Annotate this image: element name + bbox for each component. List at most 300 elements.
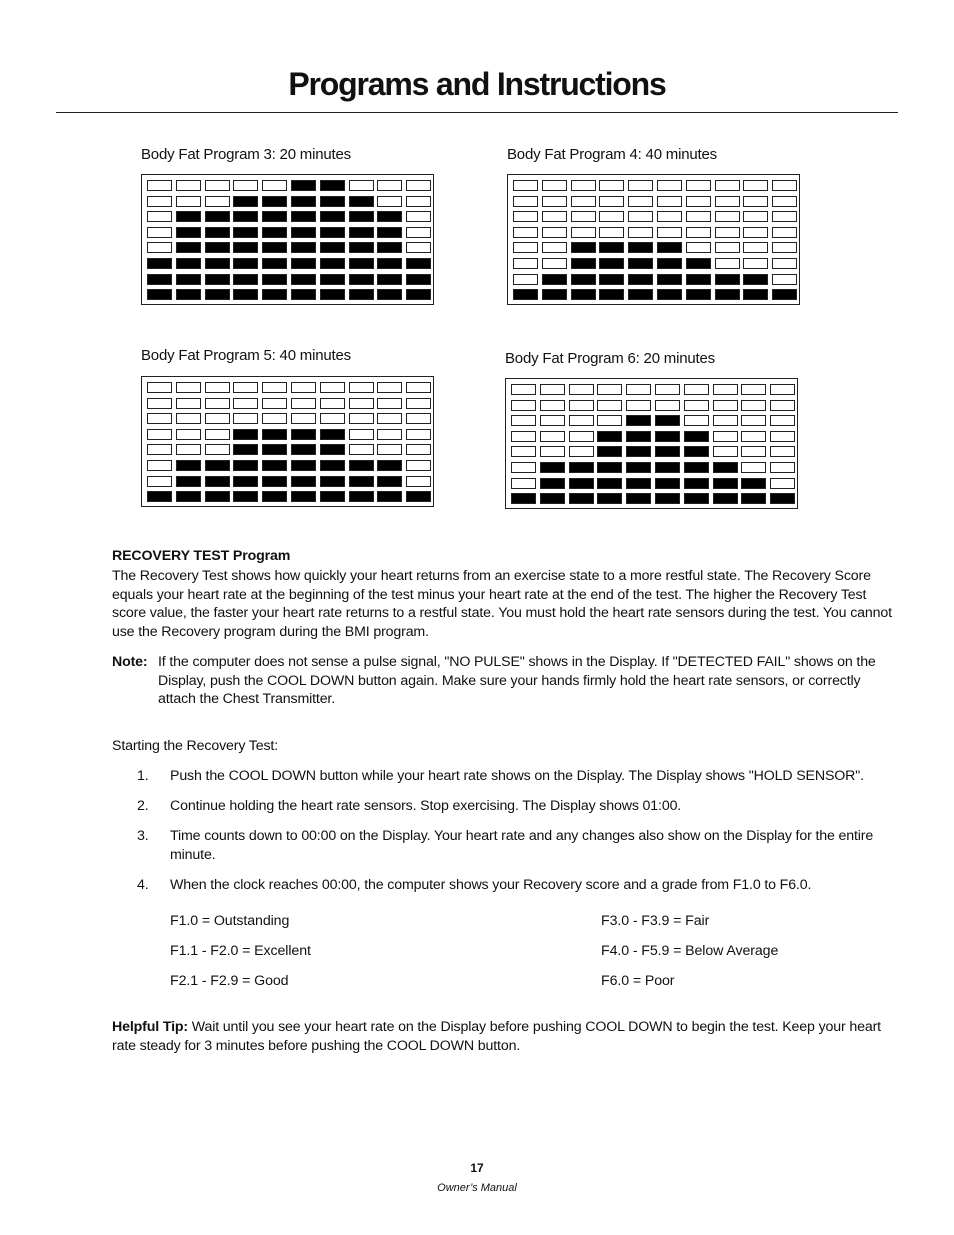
profile-cell-empty [513,258,538,269]
profile-cell-empty [686,227,711,238]
profile-cell-empty [628,196,653,207]
profile-cell-empty [262,413,287,424]
recovery-intro: The Recovery Test shows how quickly your heart returns from an exercise state to a more restful state. The Recovery Score equals your heart rate at the beginning of the test minus your heart rate at the end of the test. The higher the Recovery Test score value, the faster your heart rate returns to a restful state. You must hold the heart rate sensors during the test. You cannot use the Recovery program during the BMI program. [112,568,892,641]
profile-cell-empty [772,227,797,238]
grade-item: F2.1 - F2.9 = Good [170,973,289,989]
profile-cell-filled [377,274,402,285]
profile-cell-empty [686,196,711,207]
profile-cell-filled [262,460,287,471]
profile-cell-empty [377,398,402,409]
profile-cell-filled [599,242,624,253]
profile-cell-empty [233,382,258,393]
profile-cell-filled [262,227,287,238]
profile-cell-filled [349,242,374,253]
profile-cell-empty [686,242,711,253]
profile-cell-filled [684,493,709,504]
profile-cell-filled [233,429,258,440]
helpful-tip [112,1018,902,1055]
profile-cell-filled [320,227,345,238]
profile-cell-filled [655,493,680,504]
profile-cell-empty [205,382,230,393]
profile-cell-filled [176,476,201,487]
profile-cell-filled [684,446,709,457]
grade-item: F4.0 - F5.9 = Below Average [601,943,779,959]
profile-cell-filled [540,478,565,489]
profile-cell-empty [770,431,795,442]
profile-cell-filled [291,274,316,285]
profile-cell-empty [540,400,565,411]
profile-cell-filled [597,431,622,442]
profile-cell-empty [743,196,768,207]
profile-cell-empty [571,180,596,191]
title-divider [56,112,898,113]
profile-cell-filled [657,289,682,300]
profile-cell-empty [540,431,565,442]
profile-cell-filled [205,211,230,222]
profile-cell-empty [743,242,768,253]
profile-cell-filled [320,258,345,269]
page-number: 17 [470,1161,484,1175]
step-number: 4. [137,877,149,893]
profile-cell-empty [569,400,594,411]
profile-cell-filled [262,429,287,440]
profile-cell-filled [626,431,651,442]
grade-item: F6.0 = Poor [601,973,675,989]
profile-cell-filled [233,227,258,238]
profile-cell-filled [320,289,345,300]
profile-cell-empty [569,384,594,395]
profile-cell-filled [291,289,316,300]
profile-cell-filled [291,227,316,238]
step-4 [137,876,897,895]
profile-cell-empty [147,460,172,471]
profile-cell-empty [770,478,795,489]
profile-cell-filled [686,258,711,269]
profile-cell-empty [542,242,567,253]
profile-cell-filled [176,258,201,269]
profile-cell-filled [291,180,316,191]
profile-cell-empty [772,211,797,222]
program-4-label: Body Fat Program 4: 40 minutes [507,146,717,163]
profile-cell-empty [715,211,740,222]
profile-cell-empty [147,211,172,222]
tip-label: Helpful Tip: [112,1019,188,1035]
grade-item: F1.1 - F2.0 = Excellent [170,943,311,959]
profile-cell-empty [406,398,431,409]
profile-cell-filled [291,211,316,222]
profile-cell-filled [176,289,201,300]
profile-cell-filled [377,227,402,238]
profile-cell-filled [320,491,345,502]
profile-cell-filled [205,476,230,487]
profile-cell-filled [597,493,622,504]
profile-cell-filled [262,444,287,455]
profile-cell-empty [770,415,795,426]
profile-cell-filled [599,289,624,300]
profile-cell-filled [377,460,402,471]
profile-cell-empty [741,384,766,395]
profile-cell-empty [377,444,402,455]
profile-cell-empty [542,180,567,191]
profile-cell-filled [176,211,201,222]
profile-cell-filled [715,274,740,285]
profile-cell-filled [569,462,594,473]
profile-cell-empty [599,227,624,238]
profile-cell-filled [715,289,740,300]
profile-cell-filled [205,258,230,269]
note-block [112,653,902,709]
profile-cell-empty [684,415,709,426]
profile-cell-empty [715,227,740,238]
profile-cell-filled [684,431,709,442]
profile-cell-empty [770,384,795,395]
profile-cell-empty [147,476,172,487]
profile-cell-filled [741,493,766,504]
profile-cell-empty [626,384,651,395]
profile-cell-empty [571,196,596,207]
profile-cell-empty [743,211,768,222]
profile-cell-empty [713,400,738,411]
profile-cell-empty [176,398,201,409]
profile-cell-filled [233,242,258,253]
profile-cell-empty [176,382,201,393]
profile-cell-filled [262,491,287,502]
profile-cell-filled [628,289,653,300]
starting-label: Starting the Recovery Test: [112,738,279,754]
profile-cell-filled [320,460,345,471]
profile-cell-filled [406,491,431,502]
profile-cell-empty [320,398,345,409]
profile-cell-empty [571,211,596,222]
profile-cell-filled [686,274,711,285]
profile-cell-filled [176,274,201,285]
step-text: Push the COOL DOWN button while your heart rate shows on the Display. The Display shows "HOLD SENSOR". [170,768,864,784]
profile-cell-empty [540,446,565,457]
profile-cell-empty [205,413,230,424]
profile-cell-filled [713,478,738,489]
profile-cell-filled [542,289,567,300]
profile-cell-empty [772,258,797,269]
profile-cell-empty [599,180,624,191]
profile-cell-filled [147,491,172,502]
profile-cell-empty [772,274,797,285]
step-text: Continue holding the heart rate sensors. Stop exercising. The Display shows 01:00. [170,798,682,814]
profile-cell-empty [406,460,431,471]
profile-cell-filled [262,476,287,487]
program-6-label: Body Fat Program 6: 20 minutes [505,350,715,367]
profile-cell-filled [291,476,316,487]
profile-cell-filled [349,274,374,285]
profile-cell-empty [715,242,740,253]
profile-cell-empty [176,180,201,191]
recovery-heading: RECOVERY TEST Program [112,548,291,564]
profile-cell-empty [770,462,795,473]
profile-cell-empty [147,429,172,440]
program-6-profile-grid [505,378,798,509]
profile-cell-empty [205,429,230,440]
profile-cell-filled [377,491,402,502]
step-text: Time counts down to 00:00 on the Display. Your heart rate and any changes also show on the Display for the entire minute. [170,828,874,863]
profile-cell-empty [741,415,766,426]
profile-cell-filled [349,460,374,471]
profile-cell-filled [655,462,680,473]
profile-cell-empty [511,431,536,442]
profile-cell-empty [770,400,795,411]
profile-cell-empty [715,258,740,269]
profile-cell-empty [657,227,682,238]
profile-cell-filled [320,196,345,207]
profile-cell-empty [176,196,201,207]
profile-cell-filled [628,242,653,253]
profile-cell-filled [233,211,258,222]
profile-cell-filled [349,227,374,238]
profile-cell-filled [320,476,345,487]
profile-cell-empty [262,382,287,393]
profile-cell-filled [406,258,431,269]
profile-cell-empty [349,398,374,409]
profile-cell-empty [406,180,431,191]
profile-cell-filled [542,274,567,285]
profile-cell-filled [377,258,402,269]
profile-cell-empty [628,211,653,222]
profile-cell-filled [599,258,624,269]
step-3 [137,827,897,864]
profile-cell-filled [233,289,258,300]
profile-cell-empty [147,196,172,207]
profile-cell-empty [320,413,345,424]
profile-cell-filled [684,478,709,489]
profile-cell-filled [349,196,374,207]
profile-cell-filled [233,196,258,207]
profile-cell-empty [262,398,287,409]
profile-cell-empty [743,258,768,269]
profile-cell-filled [262,289,287,300]
profile-cell-filled [686,289,711,300]
program-3-profile-grid [141,174,434,305]
profile-cell-empty [406,211,431,222]
profile-cell-filled [628,258,653,269]
profile-cell-empty [176,444,201,455]
profile-cell-filled [657,274,682,285]
profile-cell-empty [147,398,172,409]
profile-cell-empty [743,180,768,191]
profile-cell-empty [511,415,536,426]
profile-cell-filled [626,493,651,504]
profile-cell-filled [176,242,201,253]
profile-cell-empty [626,400,651,411]
profile-cell-filled [205,274,230,285]
profile-cell-filled [743,289,768,300]
profile-cell-filled [205,289,230,300]
profile-cell-empty [772,242,797,253]
profile-cell-filled [569,493,594,504]
profile-cell-empty [147,413,172,424]
profile-cell-empty [511,446,536,457]
profile-cell-filled [262,211,287,222]
profile-cell-filled [626,446,651,457]
profile-cell-empty [233,398,258,409]
profile-cell-filled [655,415,680,426]
profile-cell-empty [406,444,431,455]
profile-cell-filled [349,258,374,269]
profile-cell-empty [377,413,402,424]
profile-cell-empty [715,196,740,207]
profile-cell-filled [772,289,797,300]
profile-cell-empty [513,242,538,253]
step-text: When the clock reaches 00:00, the computer shows your Recovery score and a grade from F1.0 to F6.0. [170,877,812,893]
profile-cell-empty [772,196,797,207]
profile-cell-empty [406,242,431,253]
profile-cell-empty [772,180,797,191]
profile-cell-filled [147,289,172,300]
profile-cell-filled [320,274,345,285]
profile-cell-filled [233,460,258,471]
profile-cell-filled [655,431,680,442]
profile-cell-empty [513,274,538,285]
profile-cell-filled [377,211,402,222]
profile-cell-filled [597,478,622,489]
profile-cell-empty [540,415,565,426]
profile-cell-empty [406,227,431,238]
profile-cell-filled [205,460,230,471]
profile-cell-filled [320,242,345,253]
profile-cell-filled [406,289,431,300]
profile-cell-empty [684,384,709,395]
profile-cell-filled [571,242,596,253]
profile-cell-empty [542,258,567,269]
profile-cell-filled [233,274,258,285]
profile-cell-filled [147,258,172,269]
profile-cell-filled [626,415,651,426]
profile-cell-filled [320,444,345,455]
profile-cell-empty [147,242,172,253]
profile-cell-empty [713,415,738,426]
profile-cell-filled [511,493,536,504]
profile-cell-empty [147,444,172,455]
profile-cell-empty [655,400,680,411]
profile-cell-empty [511,400,536,411]
page-title: Programs and Instructions [288,66,666,102]
profile-cell-filled [540,462,565,473]
program-3-label: Body Fat Program 3: 20 minutes [141,146,351,163]
profile-cell-empty [569,415,594,426]
profile-cell-filled [540,493,565,504]
profile-cell-empty [597,400,622,411]
note-label: Note: [112,654,148,670]
profile-cell-empty [513,196,538,207]
profile-cell-filled [713,462,738,473]
profile-cell-filled [291,491,316,502]
profile-cell-filled [233,476,258,487]
profile-cell-filled [147,274,172,285]
profile-cell-filled [377,289,402,300]
profile-cell-filled [262,274,287,285]
profile-cell-filled [741,478,766,489]
profile-cell-empty [657,196,682,207]
profile-cell-empty [628,227,653,238]
profile-cell-empty [377,382,402,393]
note-text: If the computer does not sense a pulse signal, "NO PULSE" shows in the Display. If "DETECTED FAIL" shows on the Display, push the COOL DOWN button again. Make sure your hands firmly hold the heart rate sensors, or correctly attach the Chest Transmitter. [158,654,876,708]
profile-cell-empty [176,413,201,424]
profile-cell-filled [599,274,624,285]
profile-cell-filled [684,462,709,473]
profile-cell-empty [349,429,374,440]
profile-cell-empty [597,415,622,426]
profile-cell-filled [349,476,374,487]
profile-cell-empty [205,444,230,455]
profile-cell-filled [176,491,201,502]
profile-cell-empty [147,180,172,191]
profile-cell-empty [291,413,316,424]
profile-cell-filled [626,462,651,473]
profile-cell-filled [262,196,287,207]
profile-cell-empty [599,196,624,207]
profile-cell-empty [513,180,538,191]
profile-cell-empty [686,211,711,222]
profile-cell-empty [743,227,768,238]
profile-cell-empty [406,476,431,487]
profile-cell-empty [686,180,711,191]
profile-cell-filled [571,289,596,300]
profile-cell-empty [657,211,682,222]
profile-cell-empty [713,384,738,395]
profile-cell-filled [406,274,431,285]
profile-cell-empty [147,382,172,393]
profile-cell-filled [569,478,594,489]
profile-cell-empty [205,196,230,207]
profile-cell-empty [599,211,624,222]
profile-cell-filled [262,242,287,253]
profile-cell-empty [291,398,316,409]
profile-cell-empty [770,446,795,457]
profile-cell-empty [511,384,536,395]
profile-cell-filled [262,258,287,269]
profile-cell-empty [513,227,538,238]
profile-cell-filled [713,493,738,504]
step-number: 1. [137,768,149,784]
profile-cell-empty [684,400,709,411]
profile-cell-filled [205,491,230,502]
profile-cell-empty [262,180,287,191]
profile-cell-empty [569,446,594,457]
profile-cell-filled [291,258,316,269]
profile-cell-empty [569,431,594,442]
profile-cell-empty [377,180,402,191]
profile-cell-filled [655,446,680,457]
profile-cell-empty [715,180,740,191]
profile-cell-empty [320,382,345,393]
grade-item: F1.0 = Outstanding [170,913,290,929]
profile-cell-empty [713,446,738,457]
step-number: 2. [137,798,149,814]
profile-cell-empty [147,227,172,238]
profile-cell-filled [626,478,651,489]
profile-cell-filled [320,180,345,191]
profile-cell-empty [542,211,567,222]
profile-cell-filled [176,227,201,238]
step-2 [137,797,897,816]
profile-cell-empty [406,382,431,393]
profile-cell-empty [571,227,596,238]
profile-cell-filled [597,446,622,457]
profile-cell-empty [741,446,766,457]
profile-cell-filled [291,196,316,207]
profile-cell-empty [511,462,536,473]
profile-cell-filled [571,274,596,285]
profile-cell-empty [542,196,567,207]
profile-cell-empty [540,384,565,395]
profile-cell-empty [349,180,374,191]
